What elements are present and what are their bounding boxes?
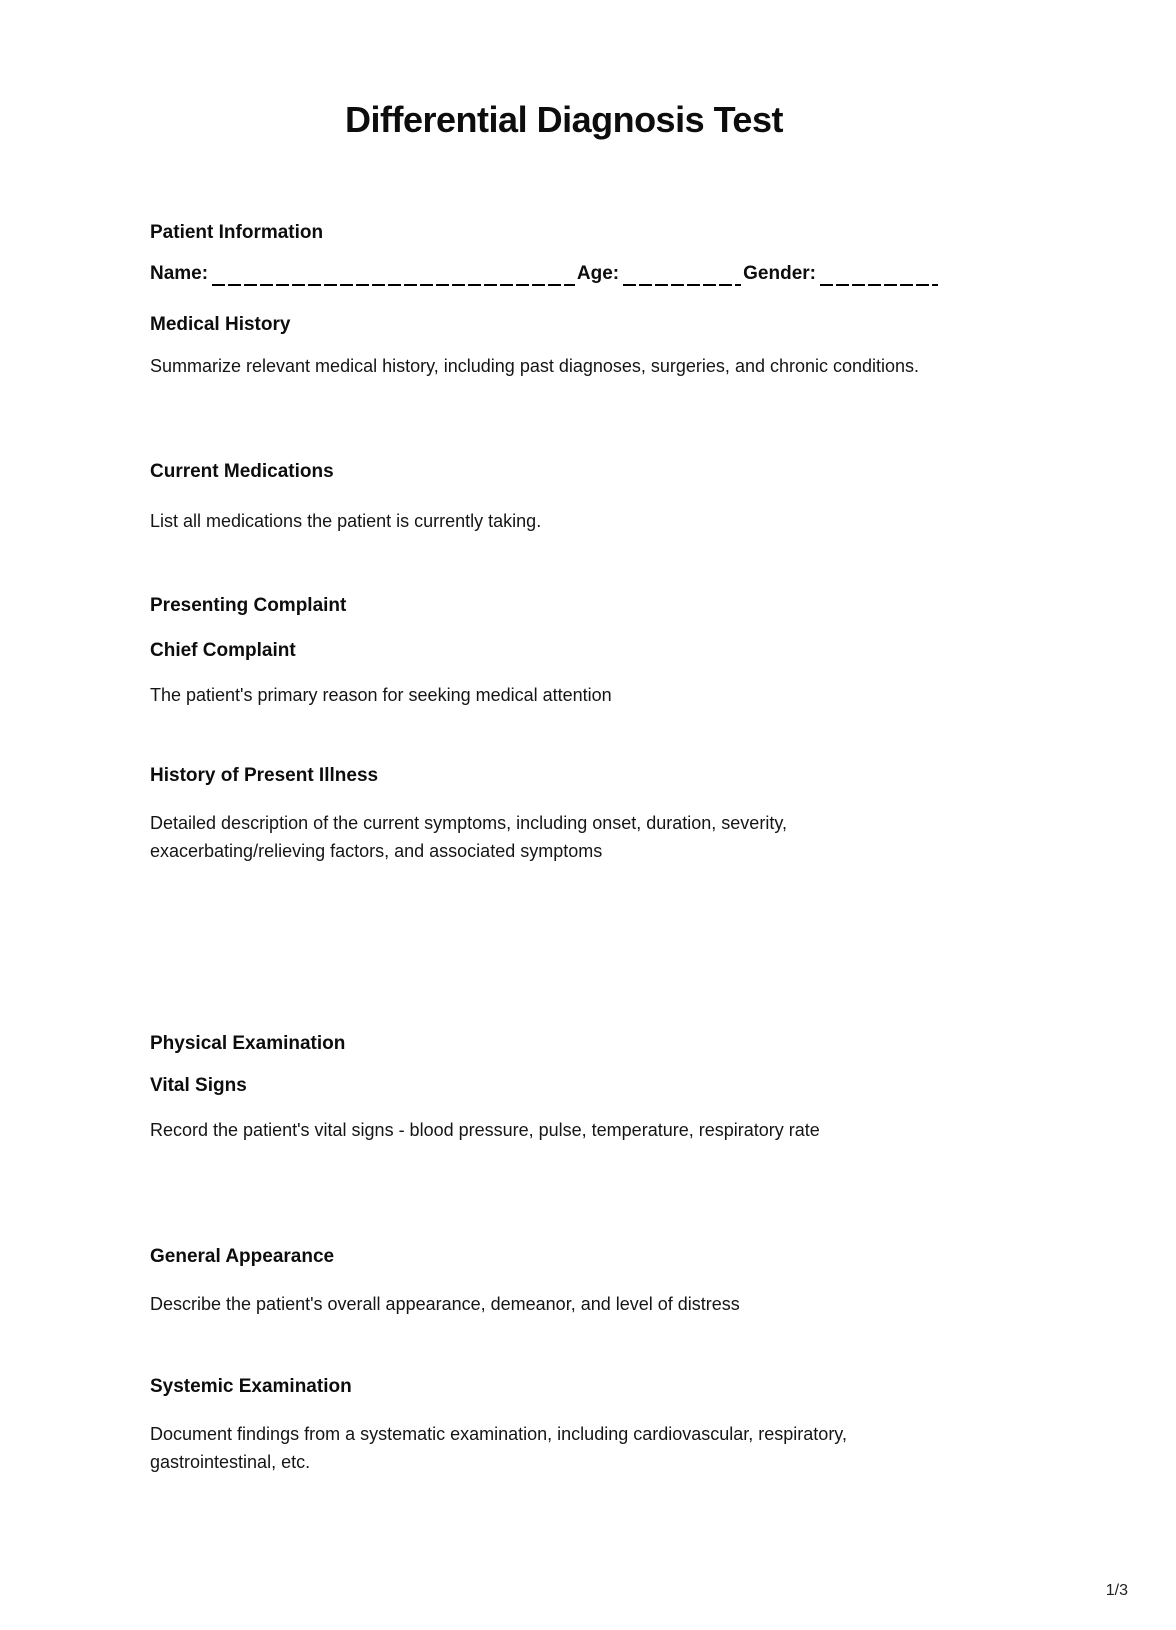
patient-info-row	[150, 259, 940, 287]
section-heading-chief-complaint: Chief Complaint	[150, 640, 296, 661]
section-heading-medical-history: Medical History	[150, 314, 291, 335]
section-heading-physical-examination: Physical Examination	[150, 1033, 346, 1054]
section-heading-history-of-present-illness: History of Present Illness	[150, 765, 379, 786]
section-body-current-medications: List all medications the patient is currently taking.	[150, 511, 542, 531]
section-body-systemic-examination: Document findings from a systematic examination, including cardiovascular, respiratory, gastrointestinal, etc.	[150, 1424, 847, 1472]
section-body-general-appearance: Describe the patient's overall appearance, demeanor, and level of distress	[150, 1294, 740, 1314]
gender-field-line[interactable]	[820, 262, 938, 286]
section-heading-patient-information: Patient Information	[150, 222, 324, 243]
name-label: Name:	[150, 263, 209, 284]
page-title: Differential Diagnosis Test	[345, 99, 783, 140]
section-heading-systemic-examination: Systemic Examination	[150, 1376, 352, 1397]
section-heading-current-medications: Current Medications	[150, 461, 334, 482]
section-body-medical-history: Summarize relevant medical history, including past diagnoses, surgeries, and chronic conditions.	[150, 356, 920, 376]
section-body-vital-signs: Record the patient's vital signs - blood pressure, pulse, temperature, respiratory rate	[150, 1120, 820, 1140]
section-heading-vital-signs: Vital Signs	[150, 1075, 247, 1096]
page-indicator: 1/3	[1105, 1582, 1128, 1599]
age-label: Age:	[576, 263, 620, 284]
gender-label: Gender:	[743, 263, 816, 284]
name-field-line[interactable]	[212, 262, 575, 286]
section-body-history-of-present-illness: Detailed description of the current symptoms, including onset, duration, severity, exacerbating/relieving factors, and associated symptoms	[150, 813, 787, 861]
age-field-line[interactable]	[623, 262, 741, 286]
section-body-chief-complaint: The patient's primary reason for seeking medical attention	[150, 685, 612, 705]
section-heading-general-appearance: General Appearance	[150, 1246, 335, 1267]
section-heading-presenting-complaint: Presenting Complaint	[150, 595, 347, 616]
